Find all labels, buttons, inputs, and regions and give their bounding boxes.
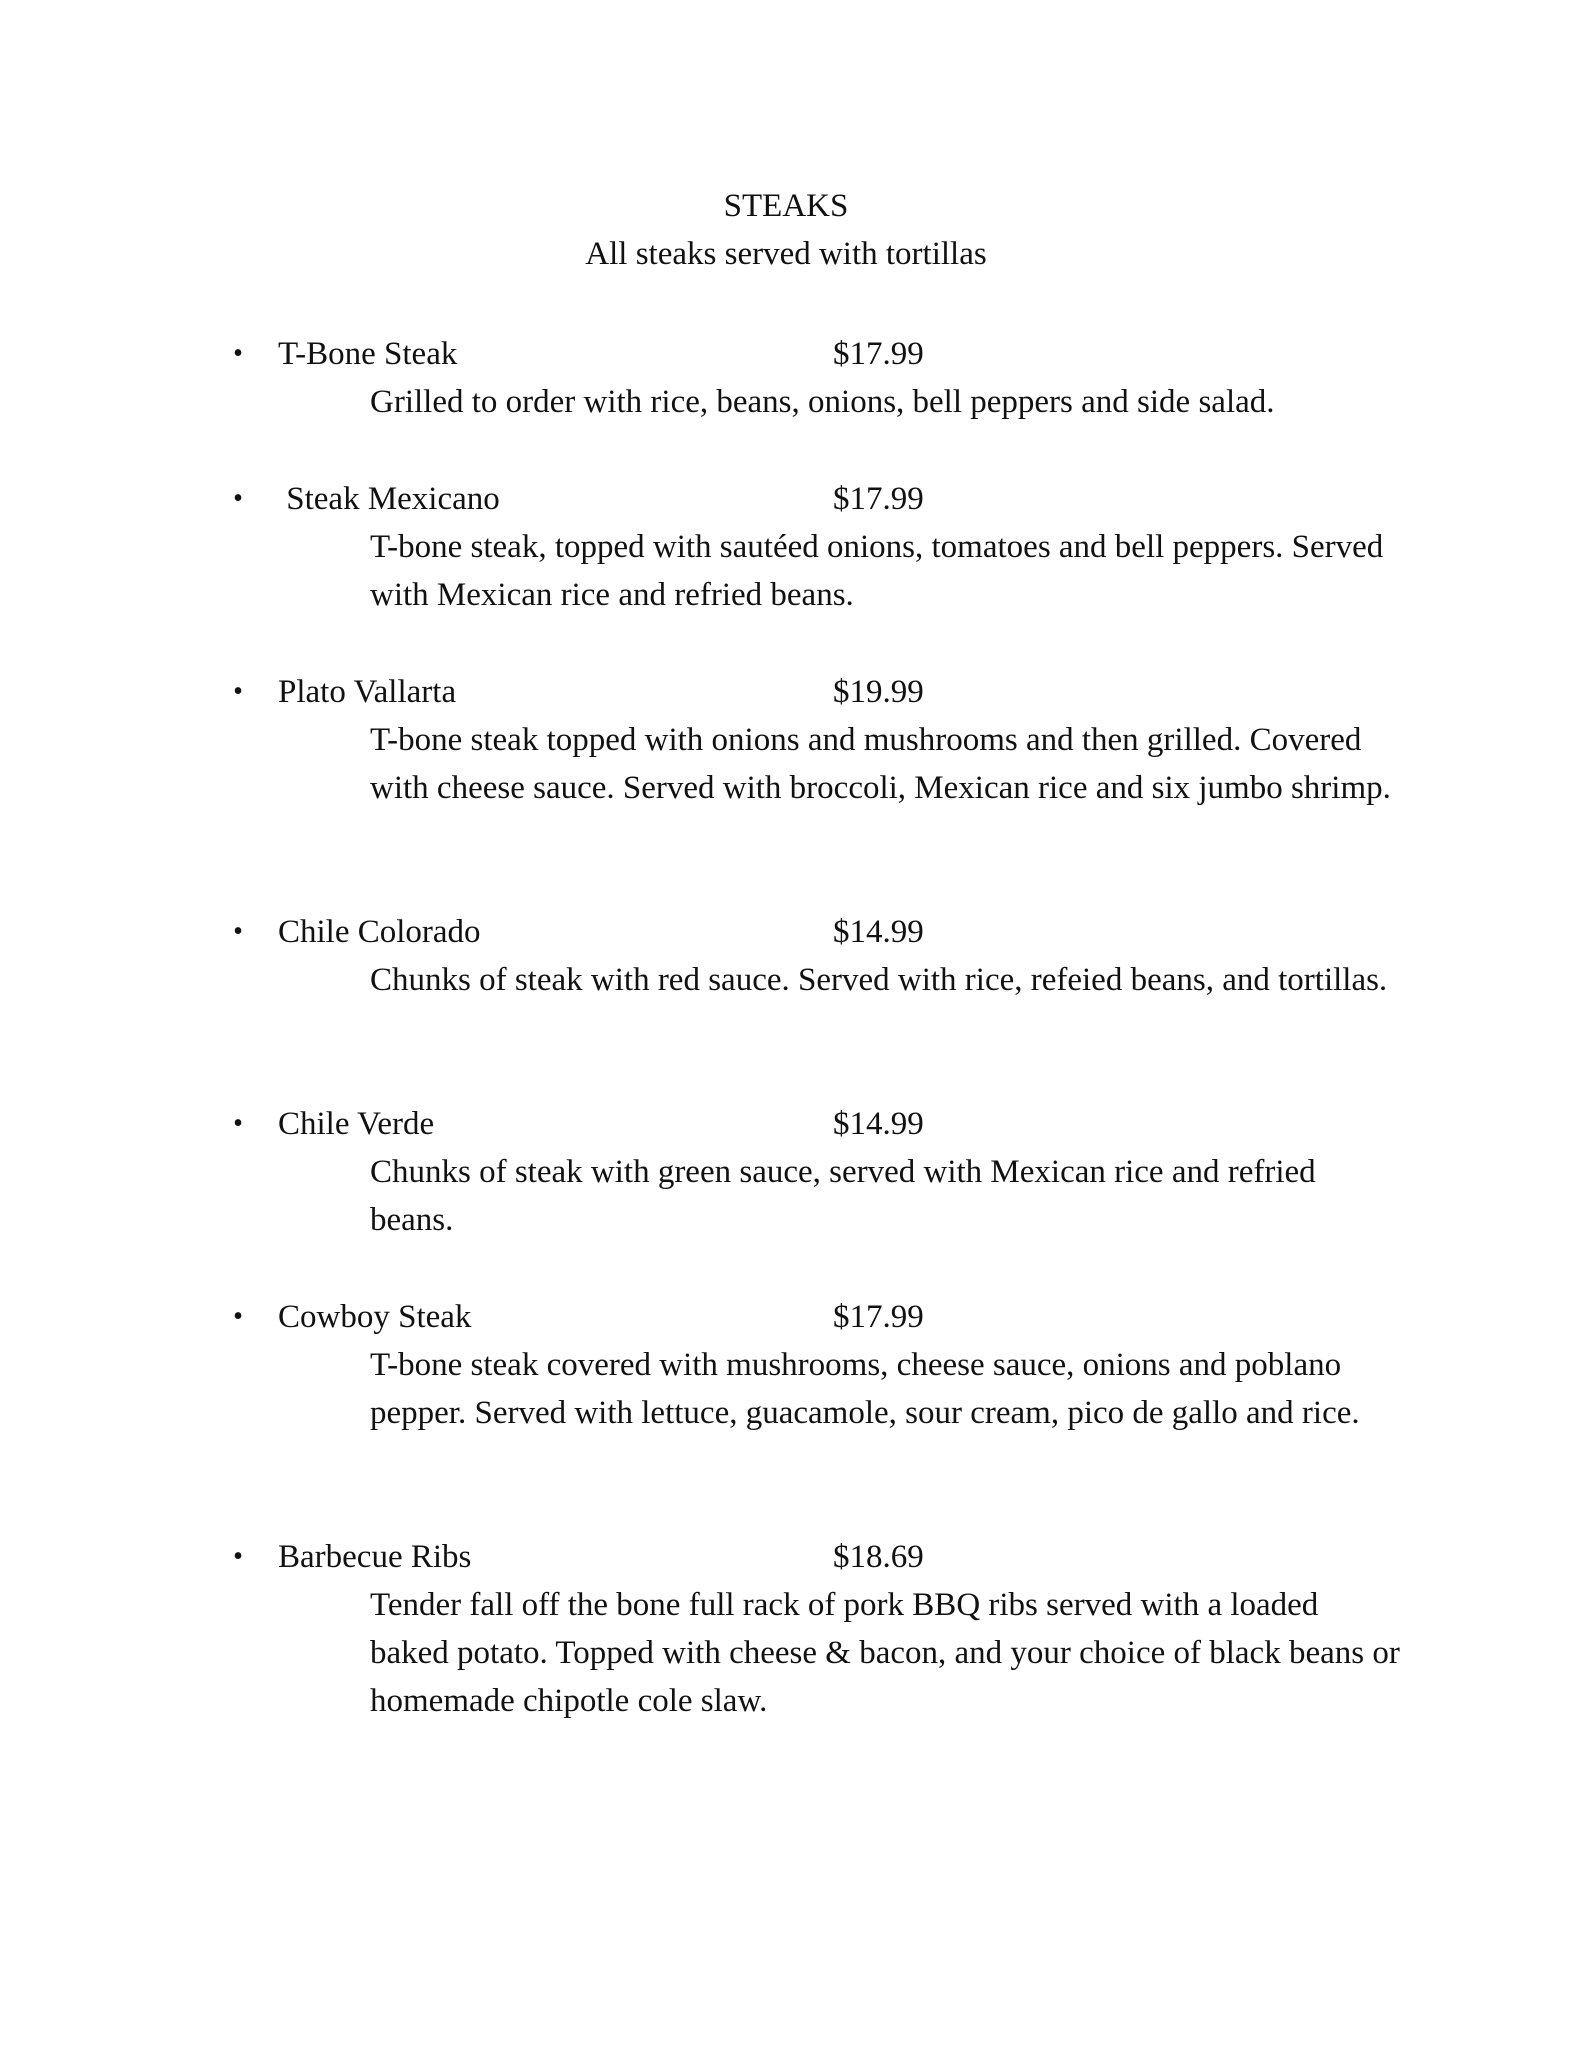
bullet-icon: •	[233, 1301, 243, 1332]
bullet-icon: •	[233, 1108, 243, 1139]
bullet-icon: •	[233, 676, 243, 707]
item-price: $18.69	[833, 1539, 924, 1575]
item-description: Grilled to order with rice, beans, onions, bell peppers and side salad.	[370, 384, 1275, 420]
item-name: Chile Verde	[278, 1106, 435, 1142]
bullet-icon: •	[233, 483, 243, 514]
section-title: STEAKS	[723, 188, 849, 224]
item-name: T-Bone Steak	[278, 336, 458, 372]
item-price: $14.99	[833, 914, 924, 950]
item-description: T-bone steak topped with onions and mushrooms and then grilled. Covered with cheese sauce. Served with broccoli, Mexican rice and six jumbo shrimp.	[370, 722, 1391, 806]
item-name: Cowboy Steak	[278, 1299, 472, 1335]
item-name: Plato Vallarta	[278, 674, 457, 710]
bullet-icon: •	[233, 1541, 243, 1572]
item-description: Chunks of steak with green sauce, served with Mexican rice and refried beans.	[370, 1154, 1316, 1238]
bullet-icon: •	[233, 338, 243, 369]
item-name: Chile Colorado	[278, 914, 481, 950]
item-price: $17.99	[833, 336, 924, 372]
item-description: Chunks of steak with red sauce. Served with rice, refeied beans, and tortillas.	[370, 962, 1388, 998]
item-description: T-bone steak covered with mushrooms, cheese sauce, onions and poblano pepper. Served with lettuce, guacamole, sour cream, pico de gallo and rice.	[370, 1347, 1360, 1431]
item-description: T-bone steak, topped with sautéed onions, tomatoes and bell peppers. Served with Mexican rice and refried beans.	[370, 529, 1384, 613]
item-price: $14.99	[833, 1106, 924, 1142]
item-price: $19.99	[833, 674, 924, 710]
item-price: $17.99	[833, 1299, 924, 1335]
item-price: $17.99	[833, 481, 924, 517]
item-description: Tender fall off the bone full rack of pork BBQ ribs served with a loaded baked potato. Topped with cheese & bacon, and your choice of black beans or homemade chipotle cole slaw.	[370, 1587, 1400, 1719]
item-name: Barbecue Ribs	[278, 1539, 472, 1575]
item-name: Steak Mexicano	[278, 481, 500, 517]
section-subtitle: All steaks served with tortillas	[585, 236, 987, 272]
bullet-icon: •	[233, 916, 243, 947]
